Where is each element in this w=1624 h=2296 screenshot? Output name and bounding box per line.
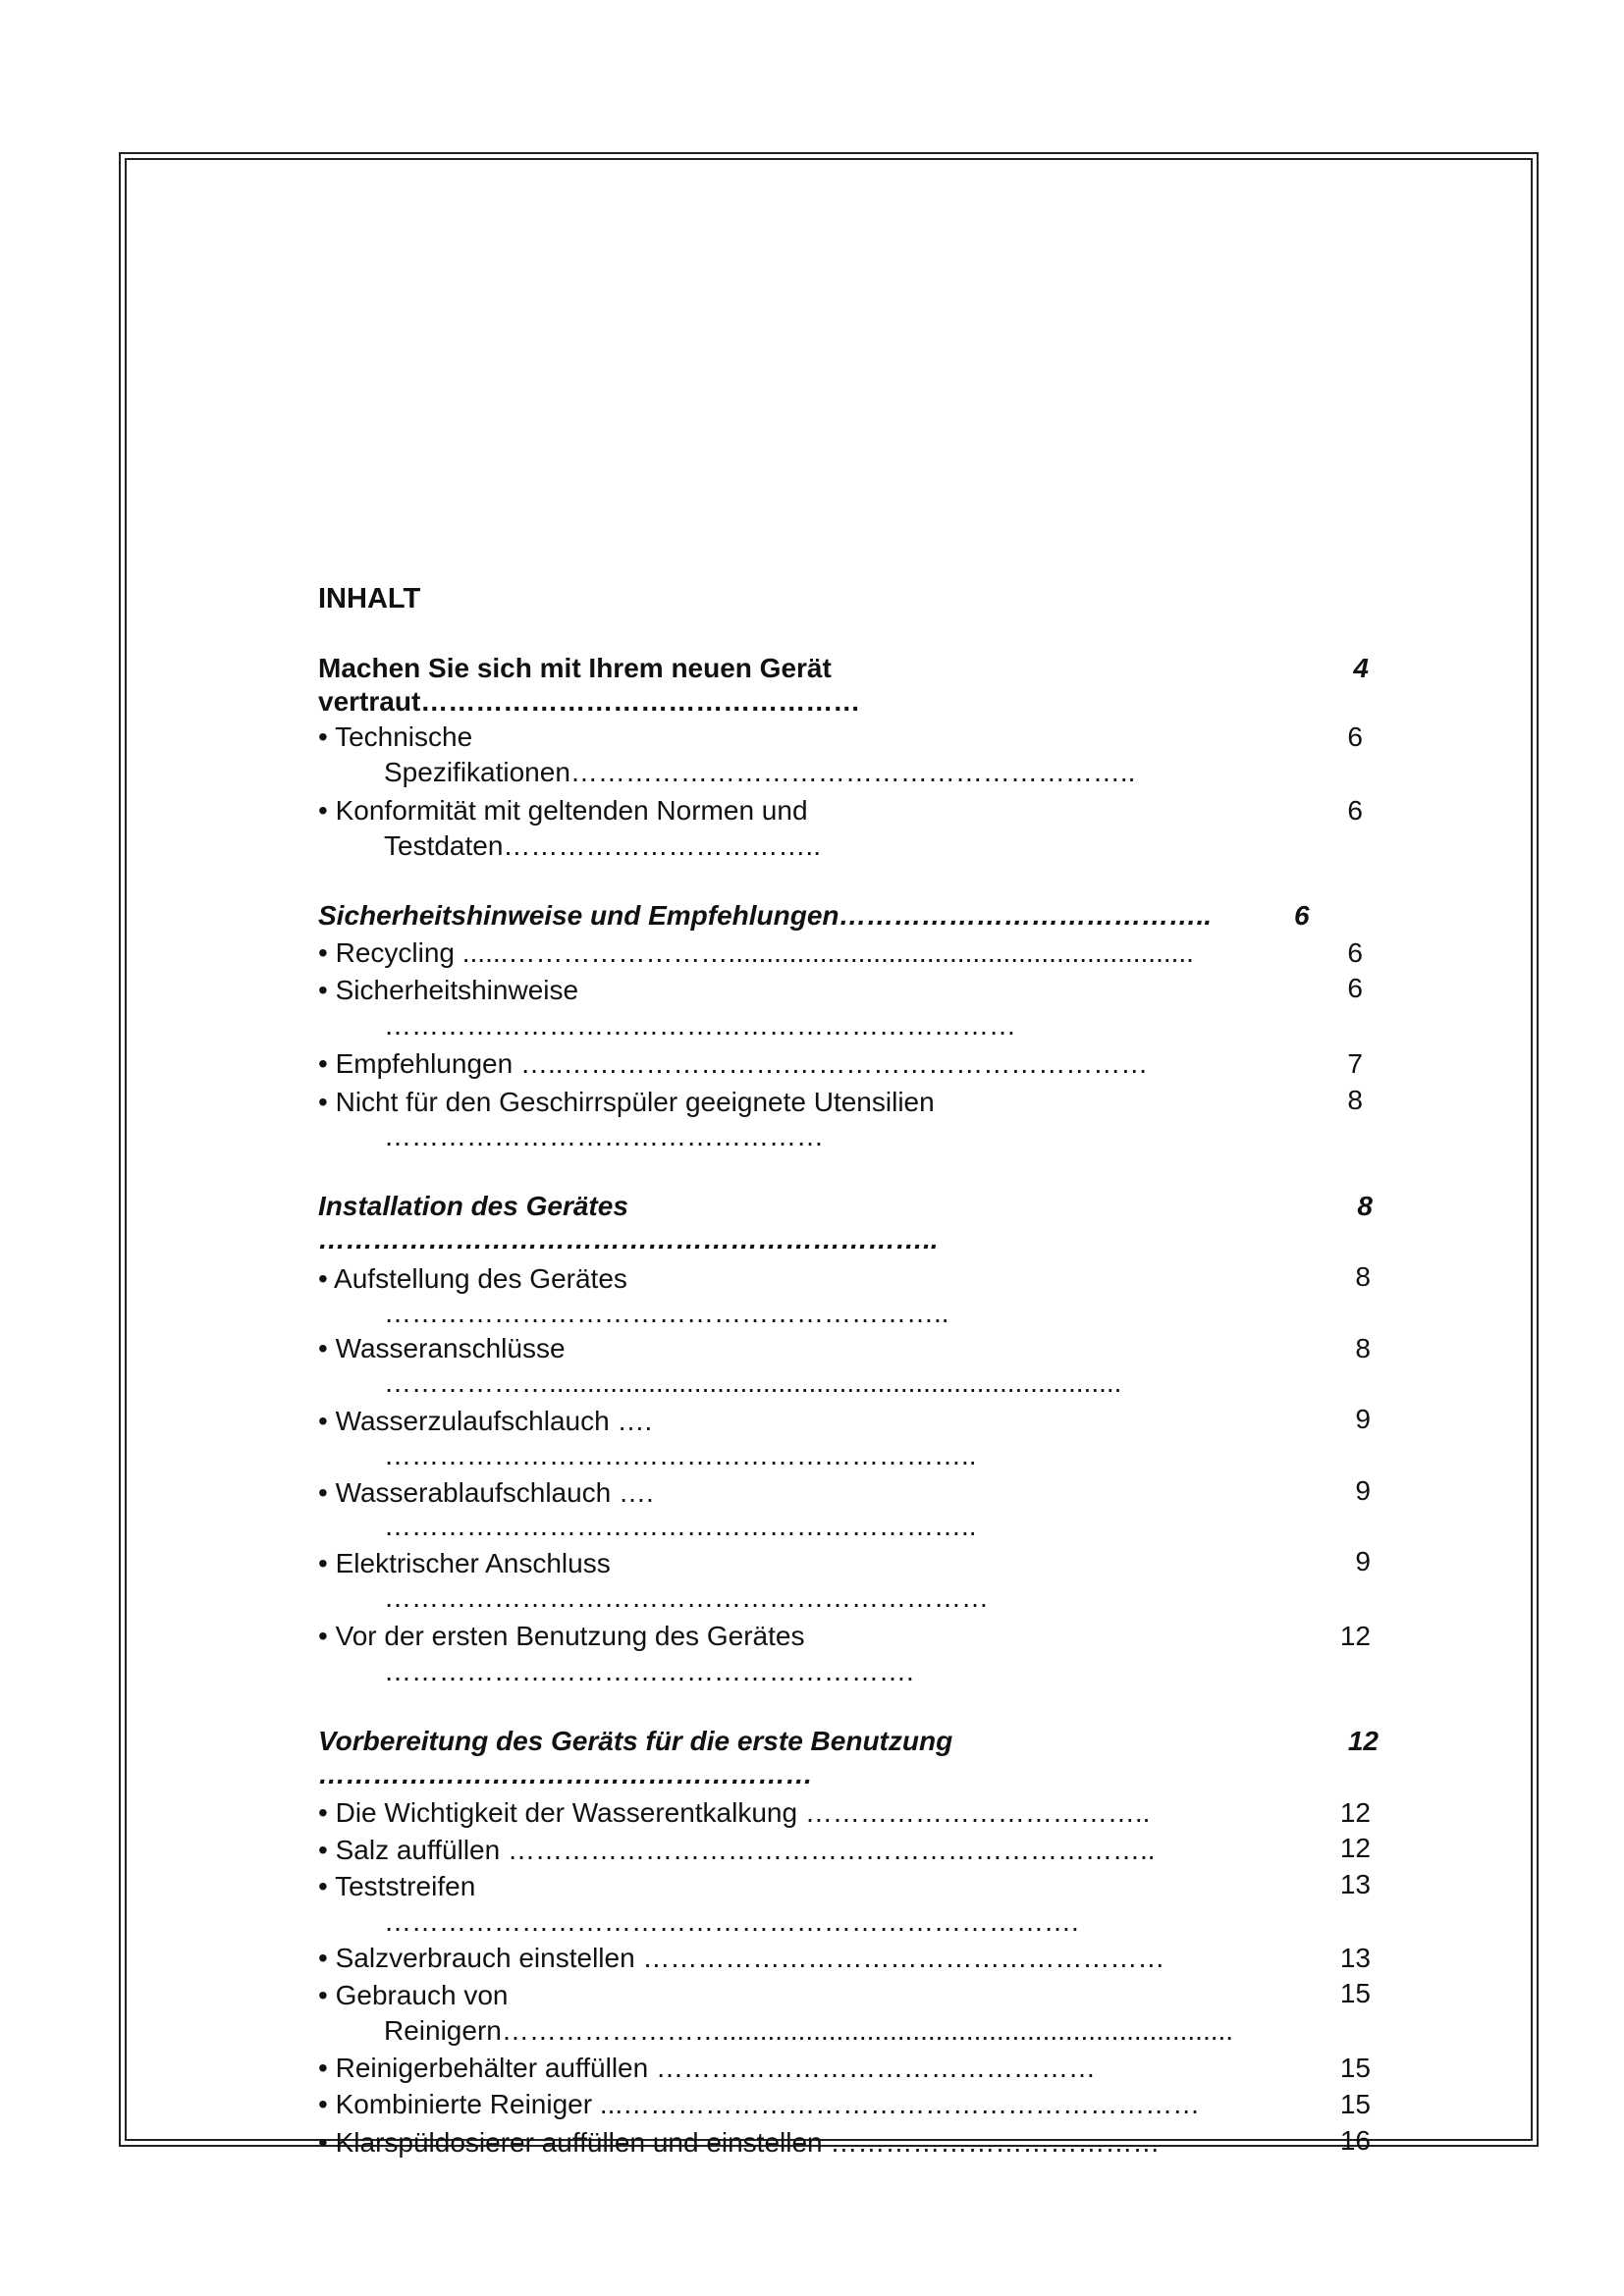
bullet: • [318, 2089, 328, 2119]
toc-item-label: Wasserzulaufschlauch …. [335, 1406, 653, 1436]
toc-item-leader: Spezifikationen…………………………………………………….. [384, 757, 1136, 787]
toc-item-label: Nicht für den Geschirrspüler geeignete Utensilien [335, 1087, 935, 1117]
toc-item [318, 1547, 611, 1580]
toc-item [318, 1979, 508, 2012]
toc-item-label: Salz auffüllen …………………………………………………………….. [335, 1835, 1156, 1865]
section-page-number: 6 [1294, 900, 1310, 931]
toc-item [318, 1620, 804, 1653]
toc-item [318, 1405, 652, 1438]
bullet: • [318, 1980, 328, 2010]
toc-item [318, 2052, 1096, 2085]
toc-item-page: 12 [1339, 1833, 1371, 1863]
toc-item [318, 1332, 566, 1365]
toc-item-leader: ………………………………………… [384, 1121, 824, 1151]
toc-item-label: Kombinierte Reiniger ...……………………………………………………… [335, 2089, 1201, 2119]
toc-item [318, 721, 472, 754]
toc-item-leader: …………………………………………………. [384, 1656, 914, 1686]
section-page-number: 4 [1353, 653, 1369, 683]
toc-item-label: Salzverbrauch einstellen ………………………………………………… [335, 1943, 1165, 1973]
bullet: • [318, 1477, 328, 1508]
toc-item-leader: ………………........................................................................... [384, 1367, 1122, 1398]
toc-item-leader: …………………………………………………………………. [384, 1906, 1079, 1937]
section-heading-leader: vertraut………………………………………… [318, 686, 861, 717]
toc-item [318, 1942, 1164, 1975]
toc-item-label: Die Wichtigkeit der Wasserentkalkung ……………………………….. [335, 1797, 1151, 1828]
section-page-number: 12 [1347, 1726, 1379, 1756]
toc-item-page: 9 [1355, 1475, 1371, 1506]
toc-item-page: 15 [1339, 1978, 1371, 2008]
section-heading: Sicherheitshinweise und Empfehlungen………………………………….. [318, 900, 1213, 931]
toc-item-label: Konformität mit geltenden Normen und [335, 795, 808, 826]
toc-item-page: 6 [1347, 973, 1363, 1003]
toc-item [318, 1834, 1156, 1867]
toc-item-label: Teststreifen [335, 1871, 476, 1901]
toc-item-leader: ……………………………………………………….. [384, 1511, 977, 1541]
toc-item-page: 8 [1355, 1261, 1371, 1292]
toc-item-page: 13 [1339, 1943, 1371, 1973]
toc-item-leader: …………………………………………………….. [384, 1298, 949, 1328]
bullet: • [318, 975, 328, 1005]
section-page-number: 8 [1357, 1191, 1373, 1221]
toc-item-label: Empfehlungen …..…………………….………………………………… [335, 1048, 1149, 1079]
bullet: • [318, 1048, 328, 1079]
toc-item-leader: Testdaten…………………………….. [384, 830, 821, 861]
toc-item-page: 8 [1347, 1085, 1363, 1115]
toc-item-label: Vor der ersten Benutzung des Gerätes [335, 1621, 805, 1651]
toc-item [318, 794, 808, 828]
toc-item-label: Wasseranschlüsse [335, 1333, 566, 1363]
bullet: • [318, 795, 328, 826]
bullet: • [318, 1835, 328, 1865]
toc-item [318, 1796, 1150, 1830]
toc-item-label: Gebrauch von [335, 1980, 509, 2010]
bullet: • [318, 1797, 328, 1828]
toc-item [318, 974, 578, 1007]
toc-item-page: 12 [1339, 1621, 1371, 1651]
toc-item-leader: ………………………………………………………… [384, 1582, 989, 1613]
bullet: • [318, 2127, 328, 2158]
toc-item-label: Wasserablaufschlauch …. [335, 1477, 654, 1508]
bullet: • [318, 937, 328, 968]
toc-item [318, 1086, 935, 1119]
toc-item-leader: Reinigern……………………................................................................... [384, 2015, 1234, 2046]
section-heading: Vorbereitung des Geräts für die erste Benutzung [318, 1726, 953, 1756]
bullet: • [318, 1333, 328, 1363]
toc-item-page: 7 [1347, 1048, 1363, 1079]
bullet: • [318, 721, 328, 752]
toc-item-page: 8 [1355, 1333, 1371, 1363]
section-heading-leader: ………………………………………………………….. [318, 1224, 939, 1255]
toc-item-label: Elektrischer Anschluss [335, 1548, 611, 1578]
toc-item-page: 12 [1339, 1797, 1371, 1828]
toc-item [318, 2126, 1160, 2160]
toc-item-label: Klarspüldosierer auffüllen und einstellen ……………………………… [335, 2127, 1161, 2158]
bullet: • [318, 1406, 328, 1436]
toc-item-page: 6 [1347, 795, 1363, 826]
bullet: • [318, 1943, 328, 1973]
bullet: • [318, 2053, 328, 2083]
toc-item-label: Reinigerbehälter auffüllen ………………………………………… [335, 2053, 1096, 2083]
toc-item-page: 16 [1339, 2125, 1371, 2156]
bullet: • [318, 1871, 328, 1901]
bullet: • [318, 1263, 328, 1294]
toc-item-label: Aufstellung des Gerätes [334, 1263, 627, 1294]
toc-item-page: 9 [1355, 1546, 1371, 1576]
toc-item-page: 15 [1339, 2089, 1371, 2119]
bullet: • [318, 1087, 328, 1117]
toc-item [318, 2088, 1200, 2121]
toc-item [318, 1870, 475, 1903]
toc-item [318, 1047, 1148, 1081]
toc-item-page: 9 [1355, 1404, 1371, 1434]
toc-item-page: 6 [1347, 721, 1363, 752]
toc-item-page: 15 [1339, 2053, 1371, 2083]
toc-item-page: 13 [1339, 1869, 1371, 1899]
toc-item [318, 1262, 627, 1296]
bullet: • [318, 1621, 328, 1651]
section-heading: Installation des Gerätes [318, 1191, 628, 1221]
toc-item-page: 6 [1347, 937, 1363, 968]
toc-item-leader: …………………………………………………………… [384, 1010, 1016, 1041]
section-heading: Machen Sie sich mit Ihrem neuen Gerät [318, 653, 832, 683]
toc-item [318, 936, 1194, 970]
bullet: • [318, 1548, 328, 1578]
section-heading-leader: ……………………………………………… [318, 1759, 813, 1789]
toc-item-leader: ……………………………………………………….. [384, 1440, 977, 1470]
toc-title: INHALT [318, 583, 421, 614]
toc-item [318, 1476, 654, 1510]
toc-item-label: Recycling ......……………………............................................................. [335, 937, 1194, 968]
toc-item-label: Technische [335, 721, 473, 752]
toc-item-label: Sicherheitshinweise [335, 975, 579, 1005]
